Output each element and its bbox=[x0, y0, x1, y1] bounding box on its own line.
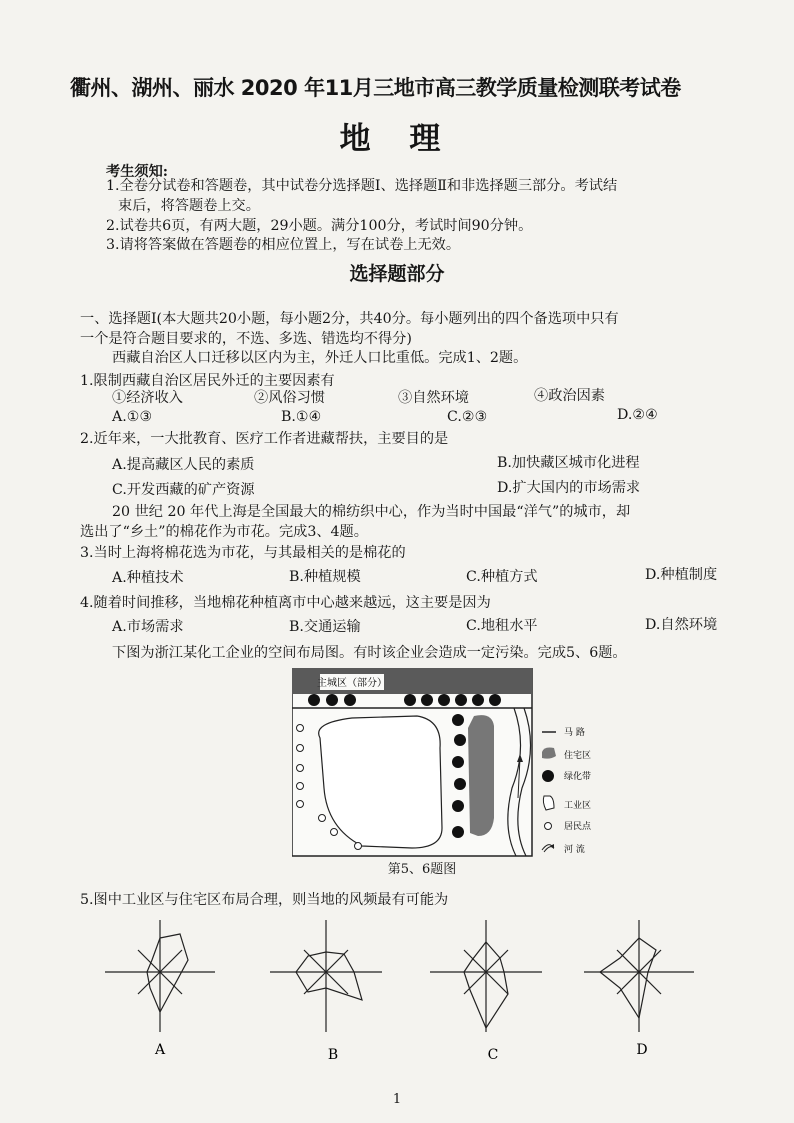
intro-q3-4-line2: 选出了“乡土”的棉花作为市花。完成3、4题。 bbox=[80, 524, 368, 540]
legend-road: 马 路 bbox=[564, 728, 585, 738]
wind-rose-b bbox=[270, 920, 382, 1032]
q2-option-c[interactable]: C.开发西藏的矿产资源 bbox=[112, 482, 255, 498]
q5-option-c[interactable]: C bbox=[487, 1047, 499, 1063]
q5-option-a[interactable]: A bbox=[154, 1042, 166, 1058]
instruction-line-3: 2.试卷共6页，有两大题，29小题。满分100分，考试时间90分钟。 bbox=[106, 218, 533, 234]
q3-option-d[interactable]: D.种植制度 bbox=[645, 567, 718, 583]
section-title: 选择题部分 bbox=[349, 263, 445, 285]
wind-rose-a bbox=[105, 920, 215, 1032]
q3-option-b[interactable]: B.种植规模 bbox=[289, 569, 361, 585]
q4-stem: 4.随着时间推移，当地棉花种植离市中心越来越远，这主要是因为 bbox=[80, 595, 491, 611]
q2-stem: 2.近年来，一大批教育、医疗工作者进藏帮扶，主要目的是 bbox=[80, 431, 449, 447]
instructions-heading: 考生须知: bbox=[106, 164, 168, 180]
instruction-line-4: 3.请将答案做在答题卷的相应位置上，写在试卷上无效。 bbox=[106, 237, 461, 253]
q1-item-3: ③自然环境 bbox=[398, 390, 469, 406]
q1-option-c[interactable]: C.②③ bbox=[447, 409, 488, 425]
q4-option-d[interactable]: D.自然环境 bbox=[645, 617, 718, 633]
instruction-line-2: 束后，将答题卷上交。 bbox=[118, 198, 260, 214]
q3-option-a[interactable]: A.种植技术 bbox=[112, 570, 184, 586]
q5-stem: 5.图中工业区与住宅区布局合理，则当地的风频最有可能为 bbox=[80, 892, 449, 908]
q5-option-b[interactable]: B bbox=[327, 1047, 339, 1063]
q1-option-b[interactable]: B.①④ bbox=[281, 409, 322, 425]
legend-settlement-icon bbox=[545, 823, 552, 830]
wind-rose-options bbox=[100, 920, 700, 1070]
legend-residential-icon bbox=[542, 748, 556, 759]
legend-residential: 住宅区 bbox=[564, 751, 592, 761]
legend-green-belt-icon bbox=[542, 770, 554, 782]
subject-title: 地 理 bbox=[339, 121, 455, 157]
legend-green-belt: 绿化带 bbox=[564, 772, 592, 782]
q4-option-a[interactable]: A.市场需求 bbox=[112, 619, 184, 635]
q4-option-b[interactable]: B.交通运输 bbox=[289, 619, 361, 635]
q1-item-2: ②风俗习惯 bbox=[254, 390, 325, 406]
legend-settlement: 居民点 bbox=[564, 822, 592, 832]
main-city-label: 主城区（部分） bbox=[317, 678, 387, 689]
q3-option-c[interactable]: C.种植方式 bbox=[466, 569, 538, 585]
q5-option-d[interactable]: D bbox=[636, 1042, 648, 1058]
legend-industrial-icon bbox=[543, 796, 554, 810]
legend-industrial: 工业区 bbox=[564, 801, 592, 811]
legend bbox=[542, 726, 592, 855]
part1-heading-line2: 一个是符合题目要求的，不选、多选、错选均不得分) bbox=[80, 331, 412, 347]
q1-option-a[interactable]: A.①③ bbox=[112, 409, 153, 425]
q1-item-1: ①经济收入 bbox=[112, 390, 183, 406]
q1-stem: 1.限制西藏自治区居民外迁的主要因素有 bbox=[80, 373, 335, 389]
part1-heading-line1: 一、选择题Ⅰ(本大题共20小题，每小题2分，共40分。每小题列出的四个备选项中只有 bbox=[80, 311, 619, 327]
layout-map-figure bbox=[292, 668, 752, 862]
q4-option-c[interactable]: C.地租水平 bbox=[466, 618, 538, 634]
intro-q3-4-line1: 20 世纪 20 年代上海是全国最大的棉纺织中心，作为当时中国最“洋气”的城市，却 bbox=[112, 504, 631, 520]
figure-caption: 第5、6题图 bbox=[387, 862, 457, 877]
page-number: 1 bbox=[392, 1092, 402, 1107]
layout-map-svg bbox=[292, 668, 752, 858]
instruction-line-1: 1.全卷分试卷和答题卷，其中试卷分选择题Ⅰ、选择题Ⅱ和非选择题三部分。考试结 bbox=[106, 178, 618, 194]
q1-item-4: ④政治因素 bbox=[534, 388, 605, 404]
residential-area bbox=[468, 715, 494, 836]
q2-option-a[interactable]: A.提高藏区人民的素质 bbox=[112, 457, 255, 473]
wind-rose-c bbox=[430, 920, 542, 1032]
exam-title: 衢州、湖州、丽水 2020 年11月三地市高三教学质量检测联考试卷 bbox=[70, 76, 681, 100]
intro-q5-6: 下图为浙江某化工企业的空间布局图。有时该企业会造成一定污染。完成5、6题。 bbox=[112, 645, 627, 661]
q2-option-d[interactable]: D.扩大国内的市场需求 bbox=[497, 480, 641, 496]
legend-river: 河 流 bbox=[564, 845, 585, 855]
q3-stem: 3.当时上海将棉花选为市花，与其最相关的是棉花的 bbox=[80, 545, 406, 561]
q1-option-d[interactable]: D.②④ bbox=[617, 407, 658, 423]
wind-rose-d bbox=[584, 920, 694, 1032]
q2-option-b[interactable]: B.加快藏区城市化进程 bbox=[497, 455, 640, 471]
intro-q1-2: 西藏自治区人口迁移以区内为主，外迁人口比重低。完成1、2题。 bbox=[112, 350, 528, 366]
